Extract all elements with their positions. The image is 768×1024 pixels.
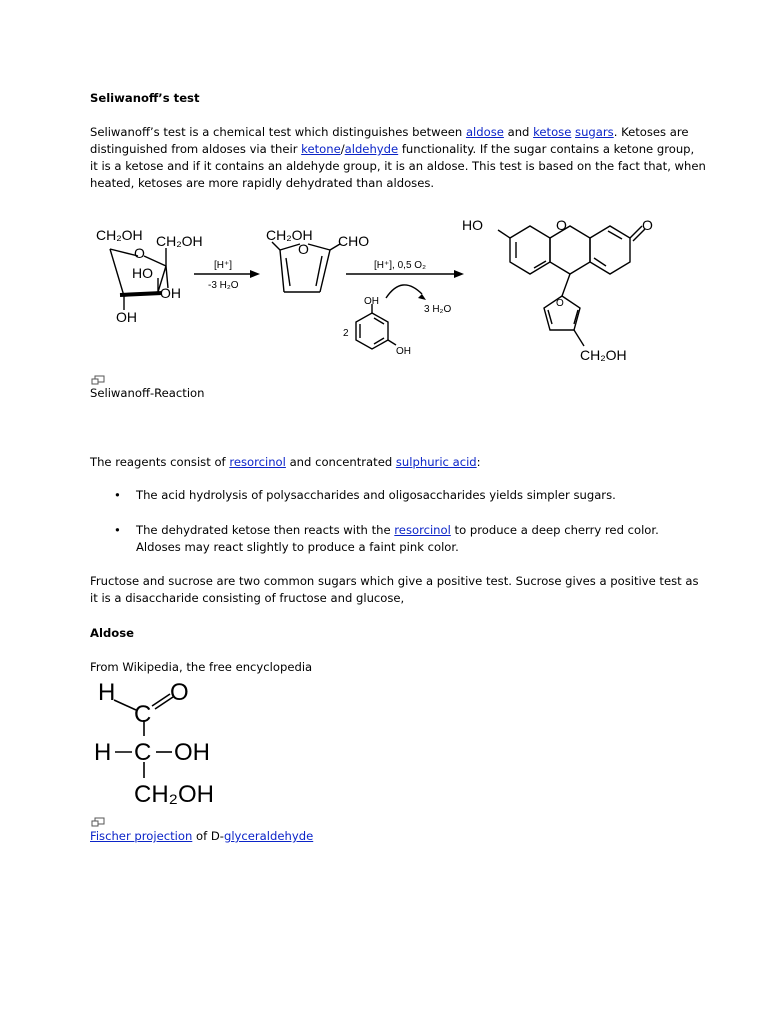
image-caption: Seliwanoff-Reaction xyxy=(90,386,205,400)
link-resorcinol-2[interactable]: resorcinol xyxy=(394,523,451,537)
fischer-oh: OH xyxy=(174,739,210,766)
reagents-text: The reagents consist of xyxy=(90,455,230,469)
link-aldehyde[interactable]: aldehyde xyxy=(344,142,399,156)
fischer-ch2oh: CH₂OH xyxy=(134,781,214,808)
label-ring-o-2: O xyxy=(298,241,309,257)
label-water: 3 H₂O xyxy=(424,304,452,315)
label-ho-1: HO xyxy=(132,265,153,281)
bullet-item-2-line-2: Aldoses may react slightly to produce a faint pink color. xyxy=(136,540,459,554)
label-resorcinol-oh-top: OH xyxy=(364,296,379,307)
label-ch2oh-2: CH₂OH xyxy=(156,233,203,249)
link-sulphuric-acid[interactable]: sulphuric acid xyxy=(395,455,477,469)
link-ketose[interactable]: ketose xyxy=(533,125,572,139)
intro-text: . Ketoses are xyxy=(613,125,689,139)
aldose-heading: Aldose xyxy=(90,626,134,640)
link-fischer-projection[interactable]: Fischer projection xyxy=(90,829,193,843)
reagents-text: and concentrated xyxy=(285,455,396,469)
label-arrow2-top: [H⁺], 0,5 O₂ xyxy=(374,260,426,271)
bullet-text: to produce a deep cherry red color. xyxy=(450,523,659,537)
seliwanoff-reaction-image xyxy=(90,212,670,372)
intro-line-2 xyxy=(90,141,694,158)
link-ketone[interactable]: ketone xyxy=(301,142,341,156)
label-oh-1: OH xyxy=(160,285,181,301)
link-resorcinol[interactable]: resorcinol xyxy=(229,455,286,469)
label-coefficient: 2 xyxy=(343,328,349,339)
label-prod-o-ring: O xyxy=(556,217,567,233)
label-prod-ch2oh: CH₂OH xyxy=(580,347,627,363)
label-arrow1-bottom: -3 H₂O xyxy=(208,280,239,291)
intro-text: and xyxy=(503,125,534,139)
link-sugars[interactable]: sugars xyxy=(575,125,614,139)
intro-text: / xyxy=(340,142,345,156)
label-ch2oh-3: CH₂OH xyxy=(266,227,313,243)
fischer-c-mid: C xyxy=(134,739,152,766)
bullet-item-1: The acid hydrolysis of polysaccharides and oligosaccharides yields simpler sugars. xyxy=(136,488,616,502)
page-title: Seliwanoff’s test xyxy=(90,91,200,105)
fischer-h-top: H xyxy=(98,679,116,706)
fructose-line-1: Fructose and sucrose are two common sugars which give a positive test. Sucrose gives a positive test as xyxy=(90,574,699,588)
caption-text: of D- xyxy=(192,829,224,843)
bullet-text: The dehydrated ketose then reacts with the xyxy=(136,523,395,537)
label-resorcinol-oh-bottom: OH xyxy=(396,346,411,357)
fructose-line-2: it is a disaccharide consisting of fructose and glucose, xyxy=(90,591,405,605)
reagents-text: : xyxy=(476,455,481,469)
reagents-line xyxy=(90,454,481,471)
label-prod-o-keto: O xyxy=(642,217,653,233)
intro-line-4: heated, ketoses are more rapidly dehydrated than aldoses. xyxy=(90,176,435,190)
label-ch2oh-1: CH₂OH xyxy=(96,227,143,243)
link-glyceraldehyde[interactable]: glyceraldehyde xyxy=(223,829,314,843)
intro-line-1 xyxy=(90,124,689,141)
label-ring-o-1: O xyxy=(134,245,145,261)
wiki-source: From Wikipedia, the free encyclopedia xyxy=(90,660,313,674)
intro-text: Seliwanoff’s test is a chemical test which distinguishes between xyxy=(90,125,466,139)
label-furan-o: O xyxy=(556,298,564,309)
bullet-marker: • xyxy=(114,523,121,537)
label-prod-ho: HO xyxy=(462,217,483,233)
link-aldose[interactable]: aldose xyxy=(465,125,504,139)
label-oh-2: OH xyxy=(116,309,137,325)
fischer-o-top: O xyxy=(170,679,189,706)
fischer-caption xyxy=(90,828,313,845)
bullet-item-2 xyxy=(136,522,696,539)
enlarge-icon[interactable] xyxy=(91,817,105,827)
intro-text: functionality. If the sugar contains a ketone group, xyxy=(398,142,695,156)
fischer-h-left: H xyxy=(94,739,112,766)
fischer-c-top: C xyxy=(134,701,152,728)
intro-text: distinguished from aldoses via their xyxy=(90,142,302,156)
bullet-marker: • xyxy=(114,488,121,502)
enlarge-icon[interactable] xyxy=(91,375,105,385)
label-cho: CHO xyxy=(338,233,370,249)
fischer-projection-image xyxy=(90,676,240,808)
intro-line-3: it is a ketose and if it contains an aldehyde group, it is an aldose. This test is based on the fact that, when xyxy=(90,159,706,173)
label-arrow1-top: [H⁺] xyxy=(214,260,233,271)
